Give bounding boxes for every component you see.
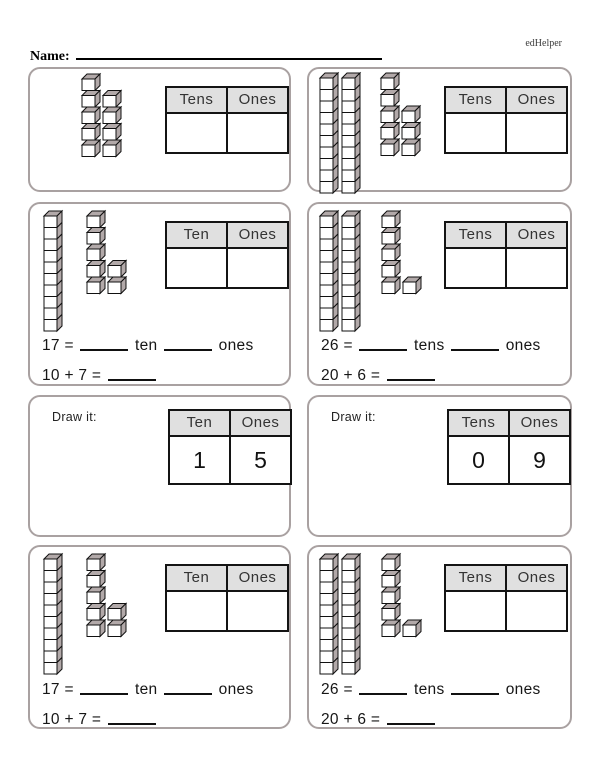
table-value-ones[interactable] (226, 114, 287, 152)
table-header-ten: Ten (170, 411, 229, 435)
equation-blank[interactable] (80, 680, 128, 695)
unit-cube-column (103, 91, 121, 157)
box-draw-15 (28, 395, 291, 537)
equation-blank[interactable] (387, 366, 435, 381)
table-header-ones: Ones (505, 88, 566, 112)
table-header-ten: Ten (167, 223, 226, 247)
table-header-ones: Ones (226, 566, 287, 590)
box-26 (307, 202, 572, 386)
table-value-ones: 9 (508, 437, 569, 483)
table-value-ones[interactable] (226, 592, 287, 630)
equation-blank[interactable] (108, 366, 156, 381)
box-draw-09 (307, 395, 572, 537)
place-value-table (447, 409, 571, 485)
ten-rod (342, 554, 360, 674)
table-header-ones: Ones (508, 411, 569, 435)
table-header-ten: Ten (167, 566, 226, 590)
equation-blank[interactable] (451, 680, 499, 695)
unit-cube-column (403, 620, 421, 637)
ten-rod (320, 554, 338, 674)
draw-it-label: Draw it: (52, 410, 97, 424)
name-row (30, 46, 382, 64)
unit-cube-column (108, 604, 126, 637)
table-value-ones: 5 (229, 437, 290, 483)
table-value-tens[interactable] (446, 592, 505, 630)
table-value-ones[interactable] (505, 249, 566, 287)
equation-blank[interactable] (359, 336, 407, 351)
equation-blank[interactable] (359, 680, 407, 695)
equation-line: 20 + 6 = (321, 710, 437, 729)
table-value-tens: 0 (472, 446, 485, 473)
table-header-tens: Tens (446, 223, 505, 247)
base-ten-blocks-figure (309, 547, 444, 682)
table-header-ones: Ones (505, 223, 566, 247)
unit-cube-column (87, 554, 105, 637)
unit-cube-column (382, 211, 400, 294)
equation-line: 17 = ten ones (42, 337, 254, 354)
equation-line: 10 + 7 = (42, 366, 158, 385)
box-26-repeat (307, 545, 572, 729)
place-value-table (444, 221, 568, 289)
place-value-table (444, 86, 568, 154)
table-value-ones[interactable] (505, 114, 566, 152)
equation-blank[interactable] (80, 336, 128, 351)
equation-blank[interactable] (108, 710, 156, 725)
place-value-table (444, 564, 568, 632)
table-header-ones: Ones (229, 411, 290, 435)
ten-rod (320, 211, 338, 331)
table-value-ten: 1 (193, 446, 206, 473)
table-value-ten[interactable] (167, 592, 226, 630)
equation-blank[interactable] (164, 680, 212, 695)
equation-line: 10 + 7 = (42, 710, 158, 729)
unit-cube-column (382, 554, 400, 637)
unit-cube-column (87, 211, 105, 294)
table-value-ten[interactable] (167, 249, 226, 287)
ten-rod (342, 211, 360, 331)
table-header-ones: Ones (226, 223, 287, 247)
place-value-table (165, 86, 289, 154)
ten-rod (342, 73, 360, 193)
box-17-repeat (28, 545, 291, 729)
table-header-tens: Tens (446, 566, 505, 590)
equation-blank[interactable] (164, 336, 212, 351)
table-header-tens: Tens (446, 88, 505, 112)
place-value-table (168, 409, 292, 485)
table-header-ones: Ones (226, 88, 287, 112)
name-input-line[interactable] (76, 46, 382, 60)
ten-rod (44, 211, 62, 331)
box-17 (28, 202, 291, 386)
brand-text: edHelper (525, 38, 562, 49)
box-blocks-28 (307, 67, 572, 192)
equation-line: 17 = ten ones (42, 681, 254, 698)
base-ten-blocks-figure (30, 69, 165, 204)
table-value-ones[interactable] (226, 249, 287, 287)
ten-rod (320, 73, 338, 193)
base-ten-blocks-figure (30, 204, 165, 339)
name-label: Name: (30, 49, 70, 64)
unit-cube-column (108, 261, 126, 294)
table-value-tens[interactable] (446, 114, 505, 152)
equation-line: 20 + 6 = (321, 366, 437, 385)
unit-cube-column (82, 74, 100, 157)
table-value-ones[interactable] (505, 592, 566, 630)
equation-blank[interactable] (387, 710, 435, 725)
base-ten-blocks-figure (309, 204, 444, 339)
table-header-tens: Tens (449, 411, 508, 435)
unit-cube-column (381, 73, 399, 156)
unit-cube-column (403, 277, 421, 294)
table-value-tens[interactable] (167, 114, 226, 152)
base-ten-blocks-figure (30, 547, 165, 682)
unit-cube-column (402, 106, 420, 156)
table-header-ones: Ones (505, 566, 566, 590)
base-ten-blocks-figure (309, 69, 444, 204)
draw-it-label: Draw it: (331, 410, 376, 424)
place-value-table (165, 221, 289, 289)
table-value-tens[interactable] (446, 249, 505, 287)
equation-line: 26 = tens ones (321, 681, 541, 698)
table-header-tens: Tens (167, 88, 226, 112)
equation-line: 26 = tens ones (321, 337, 541, 354)
box-blocks-9 (28, 67, 291, 192)
place-value-table (165, 564, 289, 632)
ten-rod (44, 554, 62, 674)
equation-blank[interactable] (451, 336, 499, 351)
